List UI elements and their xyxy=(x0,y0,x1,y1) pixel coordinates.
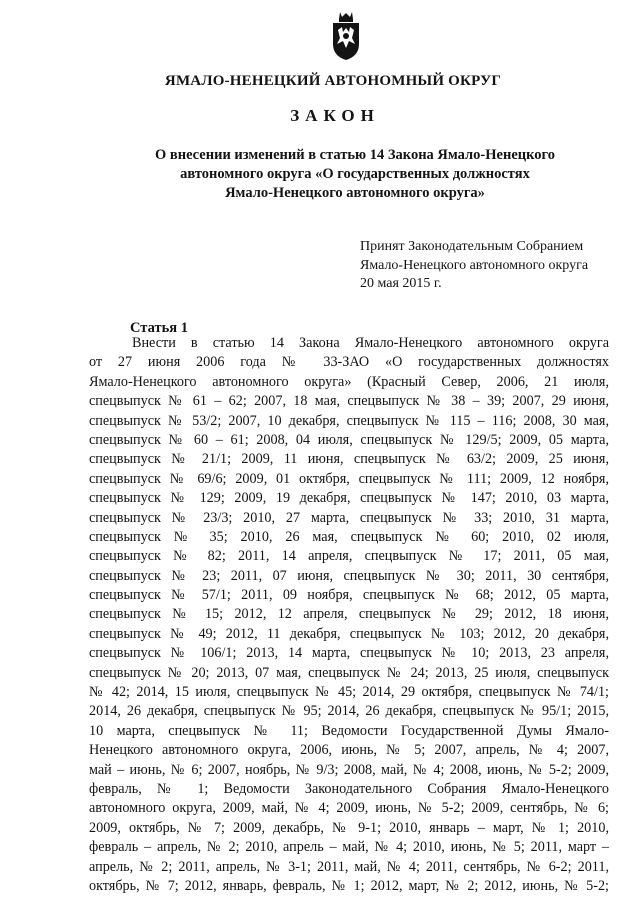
organization-name: ЯМАЛО-НЕНЕЦКИЙ АВТОНОМНЫЙ ОКРУГ xyxy=(164,73,502,89)
body-line: февраль – апрель, № 2; 2010, апрель – май, № 4; 2010, июнь, № 5; 2011, март – xyxy=(89,839,609,856)
body-line: спецвыпуск № 15; 2012, 12 апреля, спецвыпуск № 29; 2012, 18 июня, xyxy=(89,606,609,623)
law-title xyxy=(120,146,590,203)
body-line: № 42; 2014, 15 июля, спецвыпуск № 45; 2014, 29 октября, спецвыпуск № 74/1; xyxy=(89,684,609,701)
body-line: автономного округа, 2009, май, № 4; 2009, июнь, № 5-2; 2009, сентябрь, № 6; xyxy=(89,800,609,817)
coat-of-arms-icon xyxy=(329,10,363,62)
body-line: 10 марта, спецвыпуск № 11; Ведомости Государственной Думы Ямало- xyxy=(89,722,609,739)
adoption-line: Ямало-Ненецкого автономного округа xyxy=(360,257,589,273)
body-line: спецвыпуск № 35; 2010, 26 мая, спецвыпуск № 60; 2010, 02 июля, xyxy=(89,528,609,545)
body-line: спецвыпуск № 129; 2009, 19 декабря, спецвыпуск № 147; 2010, 03 марта, xyxy=(89,490,609,507)
document-type: ЗАКОН xyxy=(290,106,380,125)
body-line: от 27 июня 2006 года № 33-ЗАО «О государственных должностях xyxy=(89,354,609,371)
body-line: спецвыпуск № 60 – 61; 2008, 04 июля, спецвыпуск № 129/5; 2009, 05 марта, xyxy=(89,431,609,448)
body-line: спецвыпуск № 49; 2012, 11 декабря, спецвыпуск № 103; 2012, 20 декабря, xyxy=(89,625,609,642)
article-body xyxy=(89,334,609,896)
body-line: спецвыпуск № 53/2; 2007, 10 декабря, спецвыпуск № 115 – 116; 2008, 30 мая, xyxy=(89,412,609,429)
article-heading: Статья 1 xyxy=(130,320,188,336)
body-line: 2009, октябрь, № 7; 2009, декабрь, № 9-1; 2010, январь – март, № 1; 2010, xyxy=(89,819,609,836)
body-line: спецвыпуск № 23; 2011, 07 июня, спецвыпуск № 30; 2011, 30 сентября, xyxy=(89,567,609,584)
body-line: октябрь, № 7; 2012, январь, февраль, № 1; 2012, март, № 2; 2012, июнь, № 5-2; xyxy=(89,877,609,894)
body-line: спецвыпуск № 82; 2011, 14 апреля, спецвыпуск № 17; 2011, 05 мая, xyxy=(89,548,609,565)
law-title-line: автономного округа «О государственных должностях xyxy=(180,166,530,182)
adoption-date: 20 мая 2015 г. xyxy=(360,276,442,291)
body-line: спецвыпуск № 57/1; 2011, 09 ноября, спецвыпуск № 68; 2012, 05 марта, xyxy=(89,587,609,604)
adoption-note xyxy=(360,238,620,294)
body-line: февраль, № 1; Ведомости Законодательного Собрания Ямало-Ненецкого xyxy=(89,780,609,797)
body-line: спецвыпуск № 23/3; 2010, 27 марта, спецвыпуск № 33; 2010, 31 марта, xyxy=(89,509,609,526)
body-line: май – июнь, № 6; 2007, ноябрь, № 9/3; 2008, май, № 4; 2008, июнь, № 5-2; 2009, xyxy=(89,761,609,778)
body-line: спецвыпуск № 69/6; 2009, 01 октября, спецвыпуск № 111; 2009, 12 ноября, xyxy=(89,470,609,487)
body-line: 2014, 26 декабря, спецвыпуск № 95; 2014, 26 декабря, спецвыпуск № 95/1; 2015, xyxy=(89,703,609,720)
body-line: апрель, № 2; 2011, апрель, № 3-1; 2011, май, № 4; 2011, сентябрь, № 6-2; 2011, xyxy=(89,858,609,875)
law-title-line: Ямало-Ненецкого автономного округа» xyxy=(225,185,485,201)
body-line: спецвыпуск № 20; 2013, 07 мая, спецвыпуск № 24; 2013, 25 июля, спецвыпуск xyxy=(89,664,609,681)
body-line: спецвыпуск № 106/1; 2013, 14 марта, спецвыпуск № 10; 2013, 23 апреля, xyxy=(89,645,609,662)
body-line: Внести в статью 14 Закона Ямало-Ненецкого автономного округа xyxy=(132,335,609,351)
body-line: спецвыпуск № 61 – 62; 2007, 18 мая, спецвыпуск № 38 – 39; 2007, 29 июня, xyxy=(89,393,609,410)
body-line: Ямало-Ненецкого автономного округа» (Красный Север, 2006, 21 июля, xyxy=(89,373,609,390)
adoption-line: Принят Законодательным Собранием xyxy=(360,239,584,254)
law-title-line: О внесении изменений в статью 14 Закона Ямало-Ненецкого xyxy=(154,147,556,163)
body-line: Ненецкого автономного округа, 2006, июнь, № 5; 2007, апрель, № 4; 2007, xyxy=(89,742,609,759)
body-line: спецвыпуск № 21/1; 2009, 11 июня, спецвыпуск № 63/2; 2009, 25 июня, xyxy=(89,451,609,468)
